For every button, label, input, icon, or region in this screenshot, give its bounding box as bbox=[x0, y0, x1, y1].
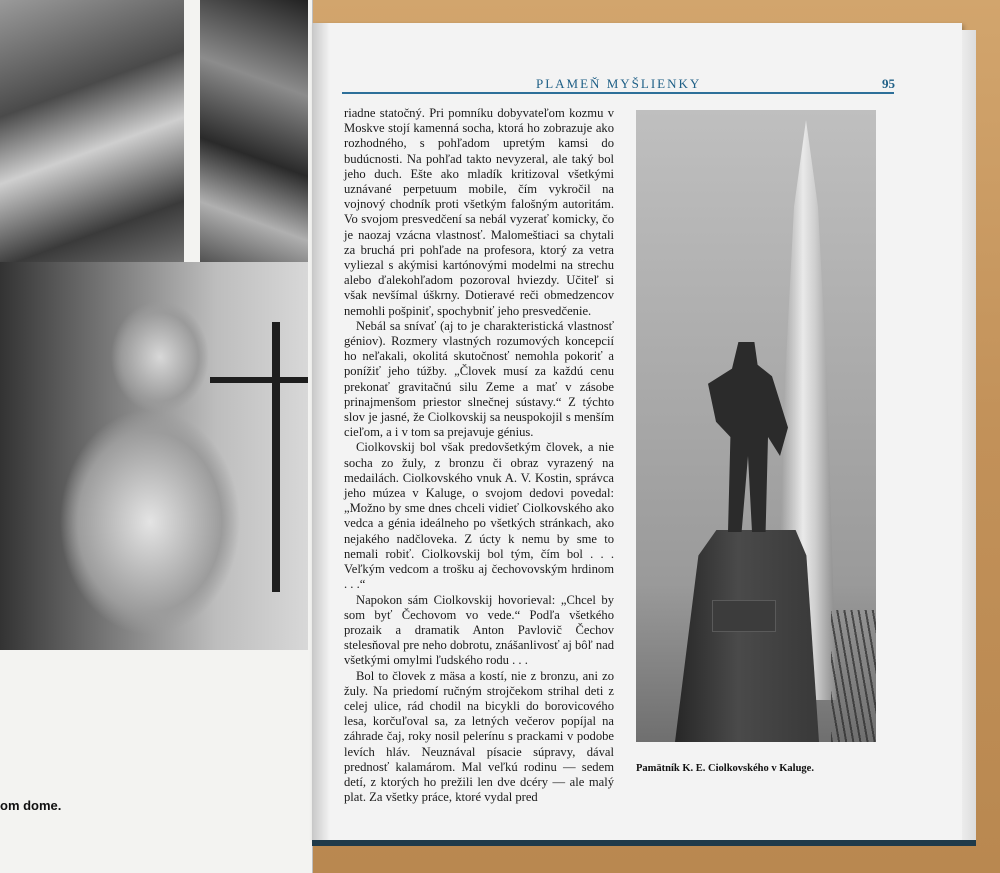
book-cover-edge bbox=[312, 840, 976, 846]
running-header: PLAMEŇ MYŠLIENKY bbox=[536, 76, 702, 91]
window-frame-vertical bbox=[272, 322, 280, 592]
photo-old-man-at-window bbox=[0, 262, 308, 650]
left-photo-caption: om dome. bbox=[0, 798, 62, 813]
page-edge bbox=[962, 30, 976, 840]
book-spine-shadow bbox=[312, 23, 330, 840]
monument-photo bbox=[636, 110, 876, 742]
photo-men-standing bbox=[0, 0, 184, 268]
body-text-column bbox=[344, 106, 614, 805]
photo-figure-dark bbox=[200, 0, 308, 282]
paragraph: Ciolkovskij bol však predovšetkým človek, a nie socha zo žuly, z bronzu či obraz vyrazený na medailách. Ciolkovského vnuk A. V. Kostin, správca jeho múzea v Kaluge, o svojom dedovi povedal: „Možno by sme dnes chceli vidieť Ciolkovského ako vedca a génia ideálneho po všetkých stránkach, ako nejakého nadčloveka. Z úcty k nemu by sme to nemali robiť. Ciolkovskij bol tým, čím bol . . . Veľkým vedcom a trošku aj čechovovským hrdinom . . .“ bbox=[344, 440, 614, 592]
left-page bbox=[0, 0, 313, 873]
page-number: 95 bbox=[882, 76, 895, 91]
paragraph: riadne statočný. Pri pomníku dobyvateľom kozmu v Moskve stojí kamenná socha, ktorá ho zobrazuje ako rozhodného, s pohľadom upretým kamsi do budúcnosti. Na pohľad takto nevyzeral, ale taký bol jeho duch. Ešte ako mladík kritizoval všetkými uznávané perpetuum mobile, čím vykročil na vojnový chodník proti všetkým falošným autoritám. Vo svojom presvedčení sa nebál vyzerať komicky, čo je naozaj vzácna vlastnosť. Malomeštiaci sa chytali za bruchá pri pohľade na profesora, ktorý za vetra vyliezal s akýmisi kartónovými modelmi na strechu alebo ďalekohľadom pozoroval hviezdy. Učiteľ si však nevšímal úškrny. Dotieravé reči obmedzencov nemohli pošpiniť, spochybniť jeho presvedčenie. bbox=[344, 106, 614, 318]
pedestal-plaque bbox=[712, 600, 776, 632]
paragraph: Nebál sa snívať (aj to je charakteristická vlastnosť géniov). Rozmery vlastných rozumových koncepcií ho neľakali, okolitá skutočnosť nemohla pokoriť a ponížiť jeho túžby. „Človek musí za každú cenu prekonať gravitačnú silu Zeme a mať v zásobe prinajmenšom priestor slnečnej sústavy.“ Z týchto slov je jasné, že Ciolkovskij sa neuspokojil s menším cieľom, a i v tom sa prejavuje génius. bbox=[344, 318, 614, 440]
statue-figure bbox=[708, 342, 788, 532]
bare-trees bbox=[831, 610, 876, 742]
paragraph: Napokon sám Ciolkovskij hovorieval: „Chcel by som byť Čechovom vo vede.“ Podľa všetkého prozaik a dramatik Anton Pavlovič Čechov stelesňoval pre neho dobrotu, znášanlivosť aj bôľ nad všetkými omylmi ľudského rodu . . . bbox=[344, 592, 615, 668]
monument-photo-caption: Pamätník K. E. Ciolkovského v Kaluge. bbox=[636, 763, 814, 774]
paragraph: Bol to človek z mäsa a kostí, nie z bronzu, ani zo žuly. Na priedomí ručným strojčekom strihal deti z celej ulice, rád chodil na bicykli do borovicového lesa, korčuľoval sa, za letných večerov popíjal na záhrade čaj, roky nosil pelerínu s prackami v podobe levích hláv. Neuznával písacie súpravy, dával prednosť kalamárom. Mal veľkú rodinu — sedem detí, z ktorých ho prežili len dve dcéry — ale malý plat. Za všetky práce, ktoré vydal pred bbox=[344, 668, 614, 805]
header-rule bbox=[342, 92, 894, 94]
window-frame-horizontal bbox=[210, 377, 308, 383]
